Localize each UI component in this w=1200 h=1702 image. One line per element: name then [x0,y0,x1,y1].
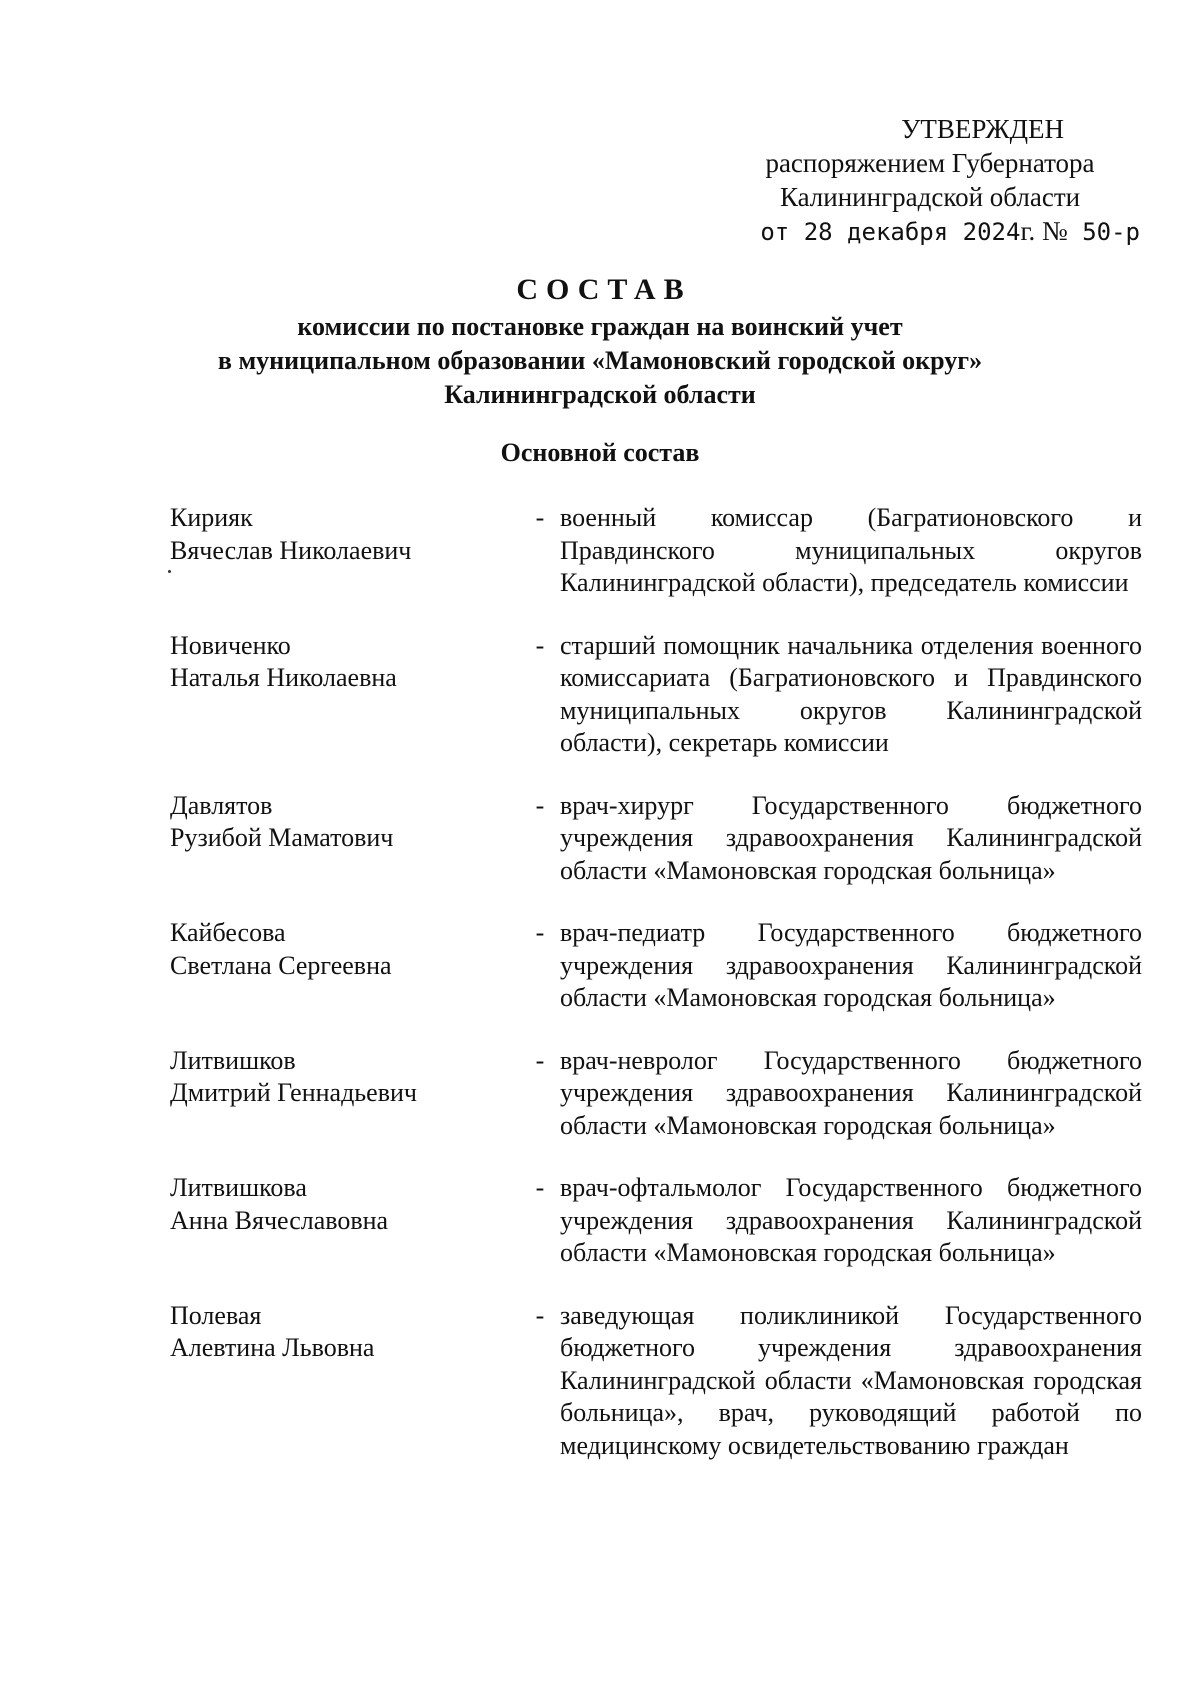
member-role: старший помощник начальника отделения военного комиссариата (Багратионовского и Правдинского муниципальных округов Калининградской области), секретарь комиссии [560,630,1142,757]
member-dash: - [535,790,545,820]
member-name [170,1172,520,1270]
title-line-2: в муниципальном образовании «Мамоновский городской округ» [217,346,983,375]
member-row [170,1172,1142,1270]
approval-region: Калининградской области [779,182,1081,212]
member-surname: Кирияк [170,503,253,532]
member-surname: Полевая [170,1300,262,1330]
member-given-name: Вячеслав Николаевич [170,535,412,565]
member-dash: - [535,1300,545,1330]
member-name [170,502,520,600]
approval-year-suffix: г. № [1020,216,1068,246]
approval-date-line [720,214,1140,249]
member-role: военный комиссар (Багратионовского и Правдинского муниципальных округов Калининградской области), председатель комиссии [560,503,1142,597]
member-name [170,790,520,888]
member-row [170,502,1142,600]
member-name [170,630,520,760]
member-role: заведующая поликлиникой Государственного бюджетного учреждения здравоохранения Калининградской области «Мамоновская городская больница», врач, руководящий работой по медицинскому освидетельствованию граждан [560,1300,1142,1460]
document-title: СОСТАВ [516,273,692,306]
member-given-name: Светлана Сергеевна [170,950,392,980]
approval-year: 2024 [962,218,1021,246]
member-surname: Новиченко [170,630,291,660]
member-surname: Литвишкова [170,1173,307,1202]
section-heading: Основной состав [500,438,700,467]
member-role: врач-невролог Государственного бюджетного учреждения здравоохранения Калининградской области «Мамоновская городская больница» [560,1045,1142,1140]
title-line-3: Калининградской области [444,380,756,409]
member-row [170,790,1142,888]
approval-number: 50-р [1082,218,1140,246]
member-role: врач-педиатр Государственного бюджетного учреждения здравоохранения Калининградской области «Мамоновская городская больница» [560,918,1142,1012]
member-name [170,917,520,1015]
members-list [170,502,1142,1492]
member-role: врач-офтальмолог Государственного бюджетного учреждения здравоохранения Калининградской области «Мамоновская городская больница» [560,1173,1142,1267]
date-prefix: от [760,218,790,246]
member-row [170,630,1142,760]
member-surname: Кайбесова [170,918,286,947]
member-surname: Давлятов [170,790,273,820]
member-given-name: Анна Вячеславовна [170,1205,389,1235]
member-dash: - [535,503,545,532]
approval-block [720,112,1140,249]
member-name [170,1045,520,1143]
member-role: врач-хирург Государственного бюджетного учреждения здравоохранения Калининградской области «Мамоновская городская больница» [560,790,1142,885]
member-row [170,1045,1142,1143]
approval-authority: распоряжением Губернатора [765,148,1095,178]
member-dash: - [535,918,545,947]
member-row [170,917,1142,1015]
member-dash: - [535,1045,545,1075]
member-dash: - [535,630,545,660]
approval-date: 28 декабря [803,218,949,246]
member-dash: - [535,1173,545,1202]
title-block [0,270,1200,412]
member-name [170,1300,520,1463]
member-given-name: Дмитрий Геннадьевич [170,1078,417,1107]
member-row [170,1300,1142,1463]
member-given-name: Рузибой Маматович [170,823,394,852]
title-line-1: комиссии по постановке граждан на воинский учет [297,312,903,341]
member-given-name: Алевтина Львовна [170,1333,375,1362]
member-given-name: Наталья Николаевна [170,663,397,692]
approved-heading: УТВЕРЖДЕН [901,114,1064,144]
member-surname: Литвишков [170,1045,296,1075]
